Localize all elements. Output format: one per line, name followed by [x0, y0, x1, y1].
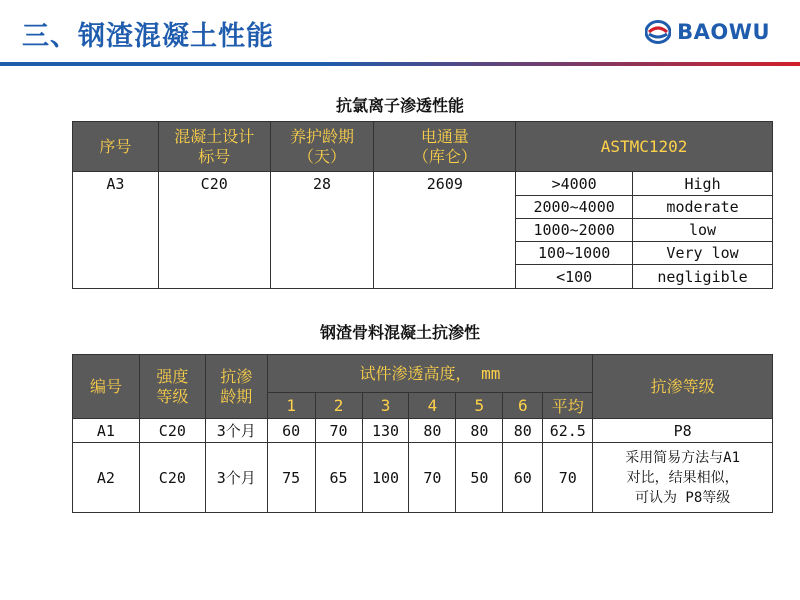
astm-range: 100~1000: [516, 242, 633, 265]
header-seq: 序号: [73, 122, 159, 172]
cell-strength: C20: [139, 443, 205, 513]
cell-mix-label: C20: [158, 172, 270, 289]
header-charge: 电通量 （库仑）: [374, 122, 516, 172]
cell-value: 70: [315, 419, 362, 443]
cell-value: 130: [362, 419, 409, 443]
cell-seq: A3: [73, 172, 159, 289]
table-row: [73, 443, 773, 513]
cell-age: 3个月: [205, 419, 267, 443]
permeability-table: [72, 354, 773, 513]
astm-range: 2000~4000: [516, 196, 633, 219]
cell-value: 100: [362, 443, 409, 513]
header-specimen: 3: [362, 393, 409, 419]
cell-value: 50: [456, 443, 503, 513]
slide-title: 三、钢渣混凝土性能: [22, 21, 274, 52]
table1-heading: 抗氯离子渗透性能: [335, 96, 464, 115]
title-divider: [0, 62, 800, 66]
cell-average: 70: [543, 443, 593, 513]
cell-average: 62.5: [543, 419, 593, 443]
header-specimen: 5: [456, 393, 503, 419]
cell-strength: C20: [139, 419, 205, 443]
astm-level: High: [633, 172, 773, 196]
cell-value: 80: [456, 419, 503, 443]
table-row: [73, 419, 773, 443]
cell-value: 65: [315, 443, 362, 513]
logo: [645, 20, 770, 44]
header-average: 平均: [543, 393, 593, 419]
astm-level: low: [633, 219, 773, 242]
astm-level: negligible: [633, 265, 773, 289]
astm-range: >4000: [516, 172, 633, 196]
cell-charge: 2609: [374, 172, 516, 289]
header-grade: 抗渗等级: [593, 355, 773, 419]
logo-text: BAOWU: [677, 20, 770, 44]
header-standard: ASTMC1202: [516, 122, 773, 172]
cell-id: A2: [73, 443, 140, 513]
cell-id: A1: [73, 419, 140, 443]
cell-value: 80: [409, 419, 456, 443]
cell-age: 3个月: [205, 443, 267, 513]
baowu-logo-icon: [645, 20, 671, 44]
cell-value: 75: [267, 443, 315, 513]
header-specimen: 6: [503, 393, 543, 419]
header-height-group: 试件渗透高度， mm: [267, 355, 593, 393]
chloride-table: [72, 121, 773, 289]
table2-heading: 钢渣骨料混凝土抗渗性: [319, 323, 480, 342]
header-specimen: 4: [409, 393, 456, 419]
cell-value: 60: [503, 443, 543, 513]
astm-range: 1000~2000: [516, 219, 633, 242]
cell-value: 70: [409, 443, 456, 513]
cell-grade: P8: [593, 419, 773, 443]
cell-value: 80: [503, 419, 543, 443]
header-specimen: 1: [267, 393, 315, 419]
astm-level: Very low: [633, 242, 773, 265]
header-mix-label: 混凝土设计 标号: [158, 122, 270, 172]
header-id: 编号: [73, 355, 140, 419]
astm-level: moderate: [633, 196, 773, 219]
cell-grade-remark: 采用简易方法与A1 对比，结果相似， 可认为 P8等级: [593, 443, 773, 513]
header-strength: 强度 等级: [139, 355, 205, 419]
header-curing-age: 养护龄期 （天）: [270, 122, 374, 172]
astm-range: <100: [516, 265, 633, 289]
cell-curing-age: 28: [270, 172, 374, 289]
header-specimen: 2: [315, 393, 362, 419]
cell-value: 60: [267, 419, 315, 443]
header-age: 抗渗 龄期: [205, 355, 267, 419]
